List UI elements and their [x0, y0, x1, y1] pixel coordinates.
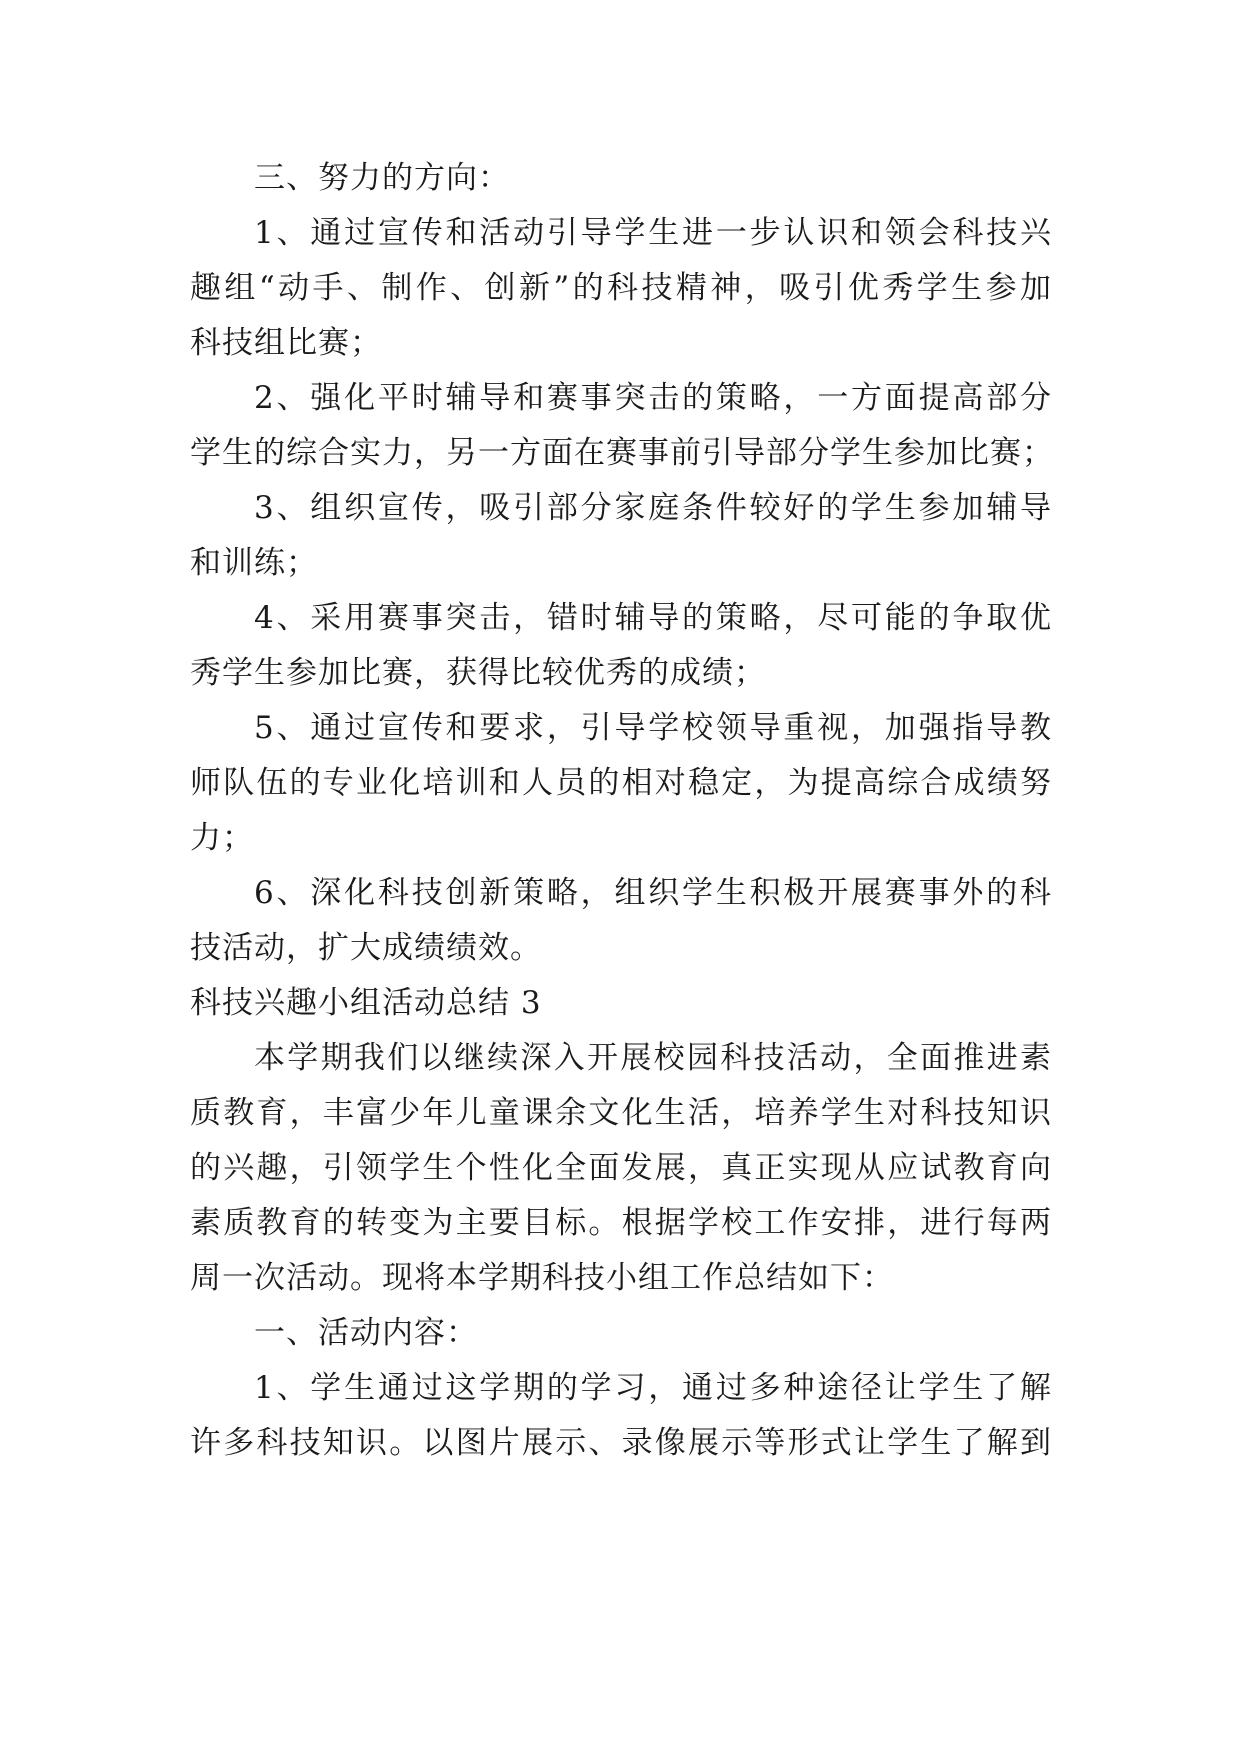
paragraph-line: 3、组织宣传，吸引部分家庭条件较好的学生参加辅导 [254, 490, 1052, 526]
paragraph-line: 许多科技知识。以图片展示、录像展示等形式让学生了解到 [190, 1425, 1052, 1461]
paragraph-line: 6、深化科技创新策略，组织学生积极开展赛事外的科 [254, 875, 1052, 911]
paragraph-line: 素质教育的转变为主要目标。根据学校工作安排，进行每两 [190, 1205, 1052, 1241]
paragraph-line: 师队伍的专业化培训和人员的相对稳定，为提高综合成绩努 [190, 765, 1052, 801]
section-title: 科技兴趣小组活动总结 3 [190, 985, 542, 1021]
paragraph-line: 本学期我们以继续深入开展校园科技活动，全面推进素 [254, 1040, 1052, 1076]
paragraph-line: 1、学生通过这学期的学习，通过多种途径让学生了解 [254, 1370, 1052, 1406]
paragraph-line: 5、通过宣传和要求，引导学校领导重视，加强指导教 [254, 710, 1052, 746]
section-heading-direction: 三、努力的方向： [254, 160, 510, 196]
paragraph-line: 技活动，扩大成绩绩效。 [190, 930, 542, 966]
paragraph-line: 趣组“动手、制作、创新”的科技精神，吸引优秀学生参加 [190, 270, 1052, 306]
paragraph-line: 的兴趣，引领学生个性化全面发展，真正实现从应试教育向 [190, 1150, 1052, 1186]
paragraph-line: 1、通过宣传和活动引导学生进一步认识和领会科技兴 [254, 215, 1052, 251]
paragraph-line: 质教育，丰富少年儿童课余文化生活，培养学生对科技知识 [190, 1095, 1052, 1131]
paragraph-line: 秀学生参加比赛，获得比较优秀的成绩； [190, 655, 766, 691]
paragraph-line: 4、采用赛事突击，错时辅导的策略，尽可能的争取优 [254, 600, 1052, 636]
paragraph-line: 和训练； [190, 545, 318, 581]
paragraph-line: 周一次活动。现将本学期科技小组工作总结如下： [190, 1260, 894, 1296]
paragraph-line: 2、强化平时辅导和赛事突击的策略，一方面提高部分 [254, 380, 1052, 416]
paragraph-line: 科技组比赛； [190, 325, 382, 361]
paragraph-line: 力； [190, 820, 254, 856]
section-heading-activity: 一、活动内容： [254, 1315, 478, 1351]
paragraph-line: 学生的综合实力，另一方面在赛事前引导部分学生参加比赛； [190, 435, 1054, 471]
